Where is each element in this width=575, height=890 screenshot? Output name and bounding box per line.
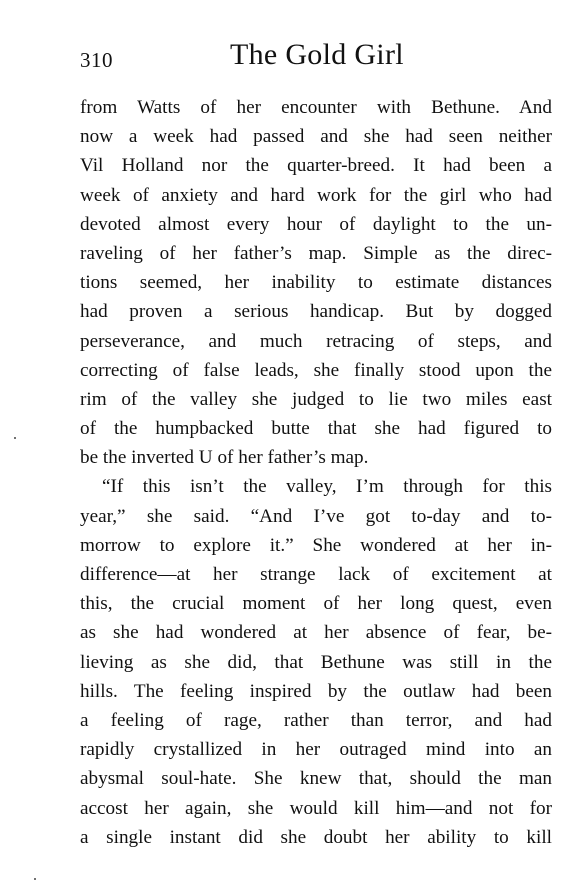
text-line: raveling of her father’s map. Simple as the direc-	[80, 242, 552, 264]
text-line: now a week had passed and she had seen neither	[80, 126, 552, 148]
text-line: of the humpbacked butte that she had figured to	[80, 418, 552, 440]
text-line: be the inverted U of her father’s map.	[80, 447, 369, 469]
page-number: 310	[80, 48, 113, 72]
text-line: “If this isn’t the valley, I’m through for this	[102, 476, 552, 498]
body-text	[80, 93, 552, 852]
text-line: hills. The feeling inspired by the outlaw had been	[80, 680, 552, 702]
text-line: abysmal soul-hate. She knew that, should the man	[80, 768, 552, 790]
text-line: a feeling of rage, rather than terror, and had	[80, 709, 552, 731]
text-line: rapidly crystallized in her outraged mind into an	[80, 739, 552, 761]
text-line: year,” she said. “And I’ve got to-day and to-	[80, 505, 552, 527]
text-line: perseverance, and much retracing of steps, and	[80, 330, 552, 352]
scan-speck	[14, 437, 16, 439]
text-line: Vil Holland nor the quarter-breed. It had been a	[80, 155, 552, 177]
text-line: correcting of false leads, she finally stood upon the	[80, 359, 552, 381]
text-line: a single instant did she doubt her ability to kill	[80, 826, 552, 848]
text-line: from Watts of her encounter with Bethune. And	[80, 97, 552, 118]
running-title: The Gold Girl	[230, 38, 404, 71]
text-line: rim of the valley she judged to lie two miles east	[80, 388, 552, 410]
text-line: morrow to explore it.” She wondered at her in-	[80, 534, 552, 556]
text-line: week of anxiety and hard work for the girl who had	[80, 184, 552, 206]
text-line: lieving as she did, that Bethune was still in the	[80, 651, 552, 673]
text-line: this, the crucial moment of her long quest, even	[80, 593, 552, 615]
text-line: devoted almost every hour of daylight to the un-	[80, 213, 552, 235]
scan-speck	[34, 878, 36, 880]
text-line: as she had wondered at her absence of fear, be-	[80, 622, 552, 644]
text-line: had proven a serious handicap. But by dogged	[80, 301, 552, 323]
page-header	[80, 38, 555, 78]
text-line: accost her again, she would kill him—and not for	[80, 797, 552, 819]
text-line: tions seemed, her inability to estimate distances	[80, 272, 552, 294]
text-line: difference—at her strange lack of excitement at	[80, 564, 552, 585]
